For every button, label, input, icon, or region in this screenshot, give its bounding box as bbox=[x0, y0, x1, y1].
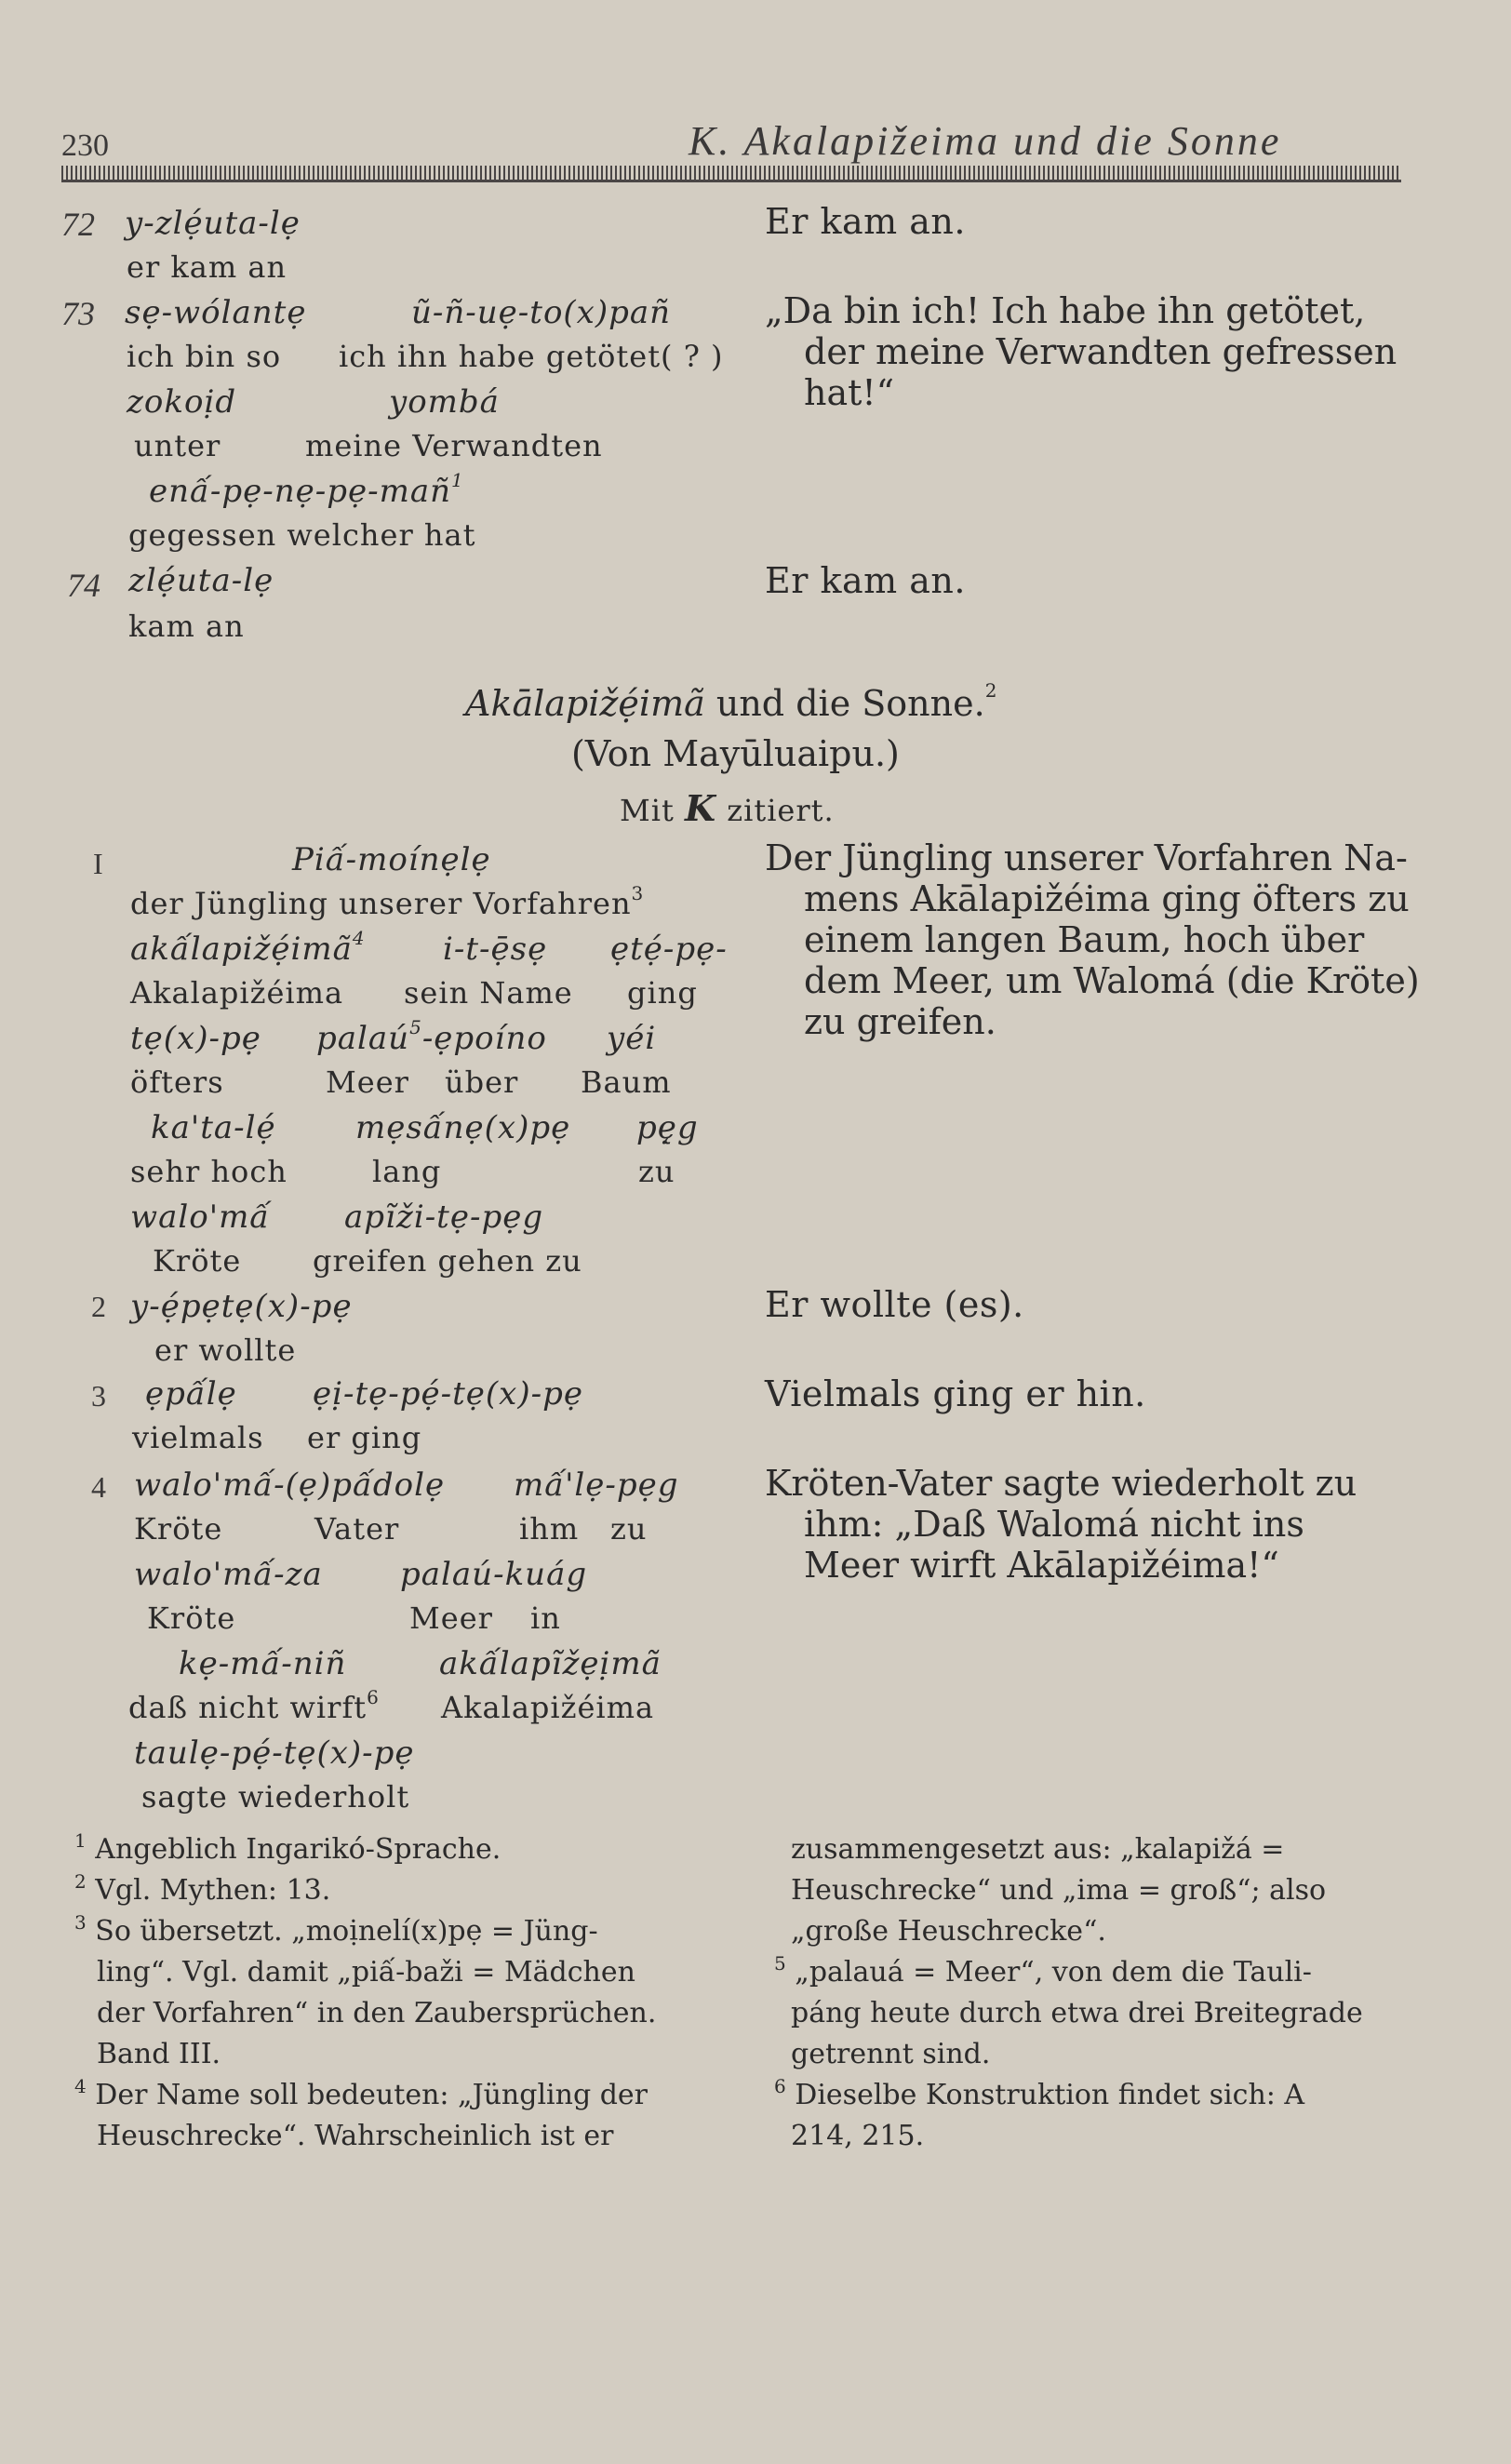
native-text: mấ'lẹ-pẹg bbox=[514, 1466, 679, 1504]
footnote-right: zusammengesetzt aus: „kalapižá = Heuschrecke“ und „ima = groß“; also „große Heuschrecke“. $^5$ „palauá = Meer“, von dem die Tauli- páng heute durch etwa drei Breitegrade getrennt sind. $^6$ Dieselbe Konstruktion findet sich: A 214, 215. bbox=[774, 1833, 1363, 2152]
gloss-text: kam an bbox=[128, 609, 245, 644]
native-text: yombá bbox=[389, 383, 500, 421]
gloss-text: über bbox=[445, 1065, 519, 1100]
gloss-text: er wollte bbox=[154, 1332, 297, 1368]
line-number-72: 72 bbox=[61, 206, 95, 243]
native-text: apĩži-tẹ-pẹg bbox=[344, 1199, 544, 1236]
gloss-text: ich ihn habe getötet( ? ) bbox=[339, 339, 724, 374]
gloss-text: der Jüngling unserer Vorfahren$^3$ bbox=[130, 882, 645, 921]
gloss-text: ging bbox=[627, 975, 698, 1011]
translation-3: Vielmals ging er hin. bbox=[765, 1373, 1146, 1414]
gloss-text: in bbox=[530, 1600, 561, 1636]
gloss-text: daß nicht wirft$^6$ bbox=[128, 1686, 380, 1725]
gloss-text: ihm bbox=[519, 1511, 580, 1547]
gloss-text: sagte wiederholt bbox=[141, 1779, 410, 1815]
native-text: zlẹ́uta-lẹ bbox=[128, 562, 274, 599]
gloss-text: vielmals bbox=[132, 1420, 264, 1455]
native-text: walo'mấ-(ẹ)pấdolẹ bbox=[134, 1466, 446, 1504]
gloss-text: zu bbox=[638, 1154, 675, 1189]
translation-72: Er kam an. bbox=[765, 201, 966, 242]
gloss-text: zu bbox=[610, 1511, 648, 1547]
gloss-text: Vater bbox=[314, 1511, 400, 1547]
native-text: tẹ(x)-pẹ bbox=[130, 1020, 261, 1057]
native-text: zokoịd bbox=[127, 383, 237, 421]
gloss-text: Baum bbox=[581, 1065, 672, 1100]
native-text: taulẹ-pẹ́-tẹ(x)-pẹ bbox=[134, 1734, 415, 1772]
gloss-text: lang bbox=[372, 1154, 442, 1189]
native-text: walo'mấ-za bbox=[134, 1556, 323, 1593]
native-text: palaú-kuág bbox=[400, 1556, 588, 1593]
gloss-text: Meer bbox=[409, 1600, 493, 1636]
gloss-text: ich bin so bbox=[127, 339, 282, 374]
translation-1: Der Jüngling unserer Vorfahren Na- mens Akālapižéima ging öfters zu einem langen Baum, hoch über dem Meer, um Walomá (die Kröte) zu greifen. bbox=[765, 837, 1420, 1042]
native-text: akấlapĩžẹịmã bbox=[439, 1645, 662, 1682]
native-text: ẹpấlẹ bbox=[145, 1375, 237, 1413]
gloss-text: meine Verwandten bbox=[305, 428, 603, 463]
native-text: ka'ta-lẹ́ bbox=[151, 1109, 276, 1146]
line-number-74: 74 bbox=[67, 567, 100, 604]
native-text: pę̣g bbox=[636, 1109, 699, 1146]
page-number: 230 bbox=[61, 128, 109, 163]
translation-74: Er kam an. bbox=[765, 560, 966, 601]
gloss-text: Akalapižéima bbox=[441, 1690, 655, 1725]
native-text: mẹsấnẹ(x)pẹ bbox=[355, 1109, 571, 1146]
gloss-text: er ging bbox=[307, 1420, 422, 1455]
line-number-73: 73 bbox=[61, 295, 95, 332]
native-text: ẹị-tẹ-pẹ́-tẹ(x)-pẹ bbox=[313, 1375, 583, 1413]
native-text: walo'mấ bbox=[130, 1199, 271, 1236]
native-text: y-zlẹ́uta-lẹ bbox=[125, 205, 301, 242]
native-text: i-t-ẹ̄sẹ bbox=[443, 931, 548, 968]
gloss-text: Meer bbox=[326, 1065, 409, 1100]
running-header-title: K. Akalapižeima und die Sonne bbox=[689, 118, 1282, 164]
native-text: enấ-pẹ-nẹ-pẹ-mañ$^1$ bbox=[149, 469, 464, 510]
native-text: akấlapižẹ́imã$^4$ bbox=[130, 927, 366, 968]
line-number-2: 2 bbox=[91, 1290, 106, 1323]
gloss-text: sein Name bbox=[404, 975, 573, 1011]
gloss-text: unter bbox=[134, 428, 221, 463]
section-subtitle: (Von Mayūluaipu.) bbox=[571, 733, 900, 774]
native-text: kẹ-mấ-niñ bbox=[179, 1645, 347, 1682]
gloss-text: Kröte bbox=[153, 1243, 242, 1279]
gloss-text: Kröte bbox=[134, 1511, 223, 1547]
native-text: Piấ-moínẹlẹ bbox=[292, 841, 491, 878]
section-title: Akālapižẹ́imã und die Sonne.$^2$ bbox=[465, 679, 997, 724]
native-text: sẹ-wólantẹ bbox=[125, 294, 307, 331]
footnote-left: $^1$ Angeblich Ingarikó-Sprache. $^2$ Vgl. Mythen: 13. $^3$ So übersetzt. „moịnelí(x)pẹ = Jüng- ling“. Vgl. damit „piấ-baži = Mädchen der Vorfahren“ in den Zaubersprüchen. Band III. $^4$ Der Name soll bedeuten: „Jüngling der Heuschrecke“. Wahrscheinlich ist er bbox=[74, 1829, 657, 2152]
header-rule bbox=[61, 166, 1401, 182]
translation-4: Kröten-Vater sagte wiederholt zu ihm: „Daß Walomá nicht ins Meer wirft Akālapižéima!“ bbox=[765, 1463, 1357, 1586]
native-text: ũ-ñ-uẹ-to(x)pañ bbox=[411, 294, 672, 331]
gloss-text: Akalapižéima bbox=[130, 975, 344, 1011]
translation-2: Er wollte (es). bbox=[765, 1284, 1024, 1325]
line-number-1: I bbox=[93, 847, 103, 880]
native-text: palaú$^5$-ẹpoíno bbox=[316, 1016, 547, 1057]
gloss-text: gegessen welcher hat bbox=[128, 517, 476, 553]
gloss-text: öfters bbox=[130, 1065, 224, 1100]
native-text: y-ẹ́pẹtẹ(x)-pẹ bbox=[130, 1288, 353, 1325]
native-text: yéi bbox=[607, 1020, 657, 1057]
citation-note: Mit K zitiert. bbox=[620, 787, 835, 829]
translation-73: „Da bin ich! Ich habe ihn getötet, der meine Verwandten gefressen hat!“ bbox=[765, 290, 1397, 413]
gloss-text: Kröte bbox=[147, 1600, 236, 1636]
line-number-3: 3 bbox=[91, 1379, 106, 1413]
gloss-text: greifen gehen zu bbox=[313, 1243, 582, 1279]
native-text: ẹtẹ́-pẹ- bbox=[610, 931, 728, 968]
gloss-text: er kam an bbox=[127, 249, 287, 285]
line-number-4: 4 bbox=[91, 1470, 106, 1504]
gloss-text: sehr hoch bbox=[130, 1154, 287, 1189]
